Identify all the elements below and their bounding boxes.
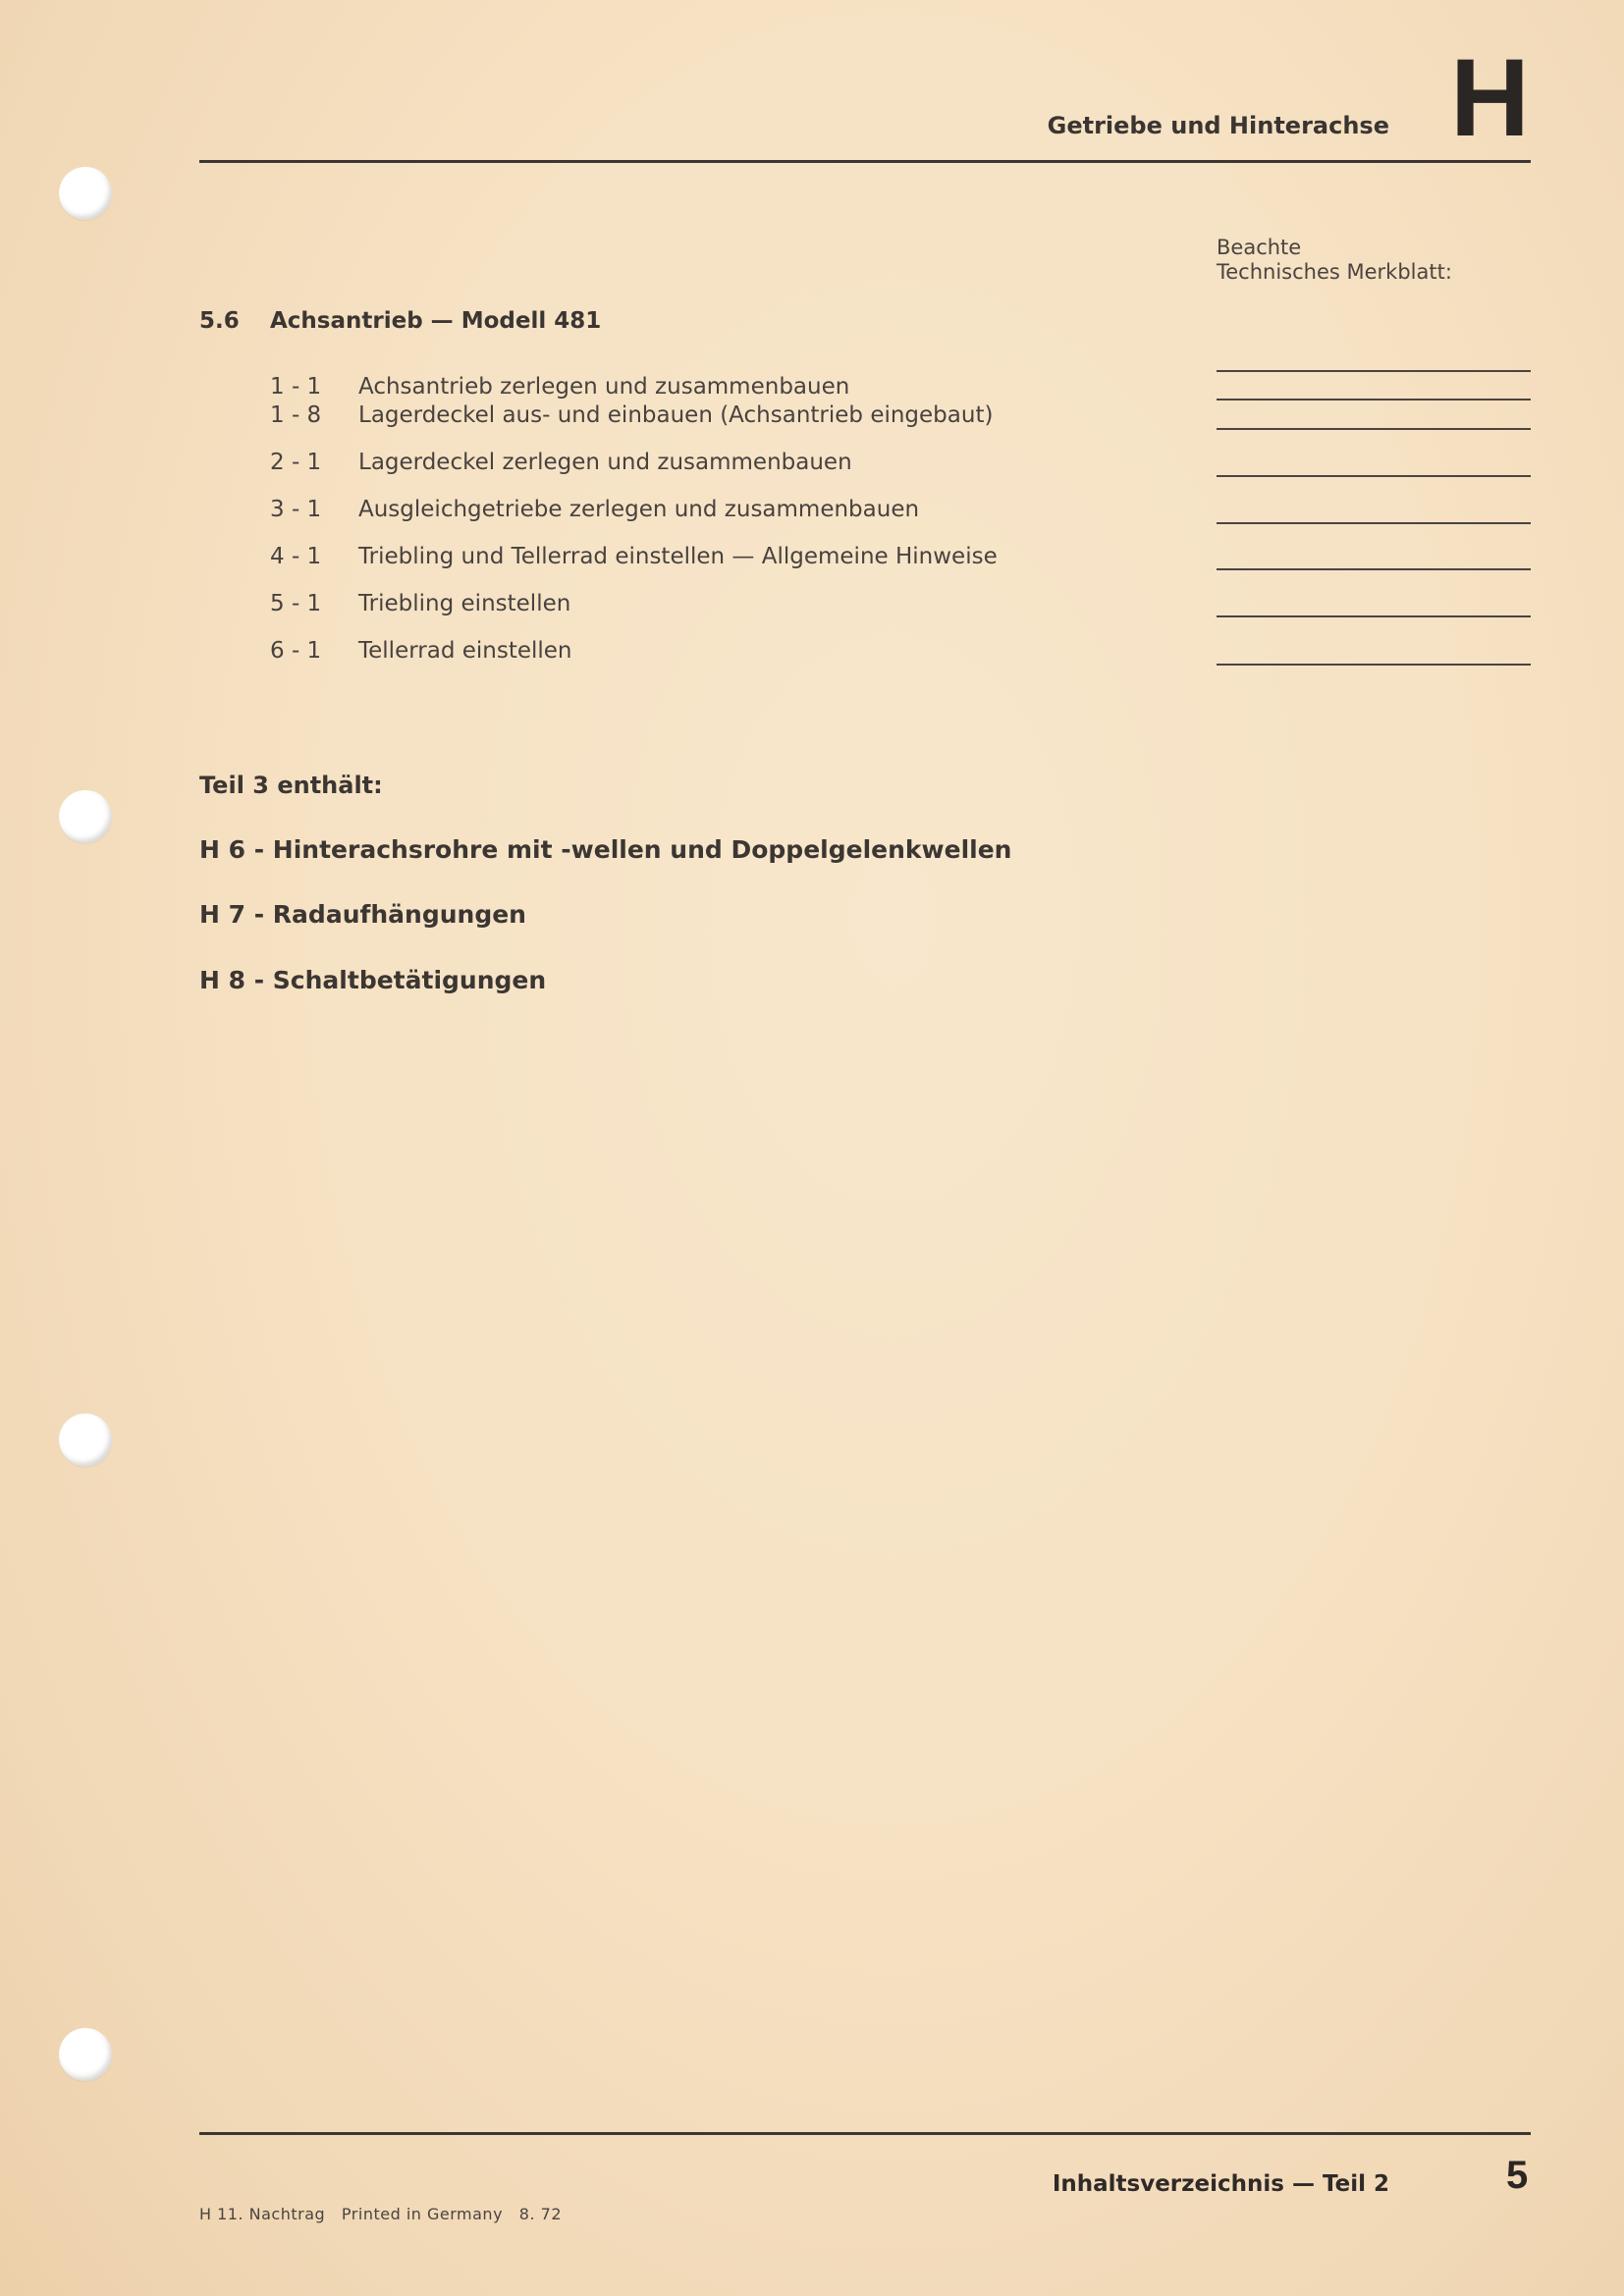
item-code: 1 - 8 [270, 402, 322, 428]
punch-hole [59, 790, 112, 843]
item-label: Achsantrieb zerlegen und zusammenbauen [358, 374, 850, 400]
blank-line [1217, 399, 1531, 400]
merkblatt-note [1217, 236, 1452, 285]
item-code: 1 - 1 [270, 374, 322, 400]
item-code: 3 - 1 [270, 497, 322, 522]
blank-line [1217, 615, 1531, 617]
section-title: Achsantrieb — Modell 481 [270, 308, 602, 334]
part-entry: H 6 - Hinterachsrohre mit -wellen und Doppelgelenkwellen [199, 835, 1012, 864]
teil3-heading: Teil 3 enthält: [199, 772, 383, 799]
punch-hole [59, 1414, 112, 1467]
blank-line [1217, 475, 1531, 477]
blank-line [1217, 428, 1531, 430]
item-code: 2 - 1 [270, 450, 322, 475]
header-rule [199, 160, 1531, 163]
item-code: 4 - 1 [270, 544, 322, 569]
footer-title: Inhaltsverzeichnis — Teil 2 [1052, 2171, 1389, 2197]
header-title: Getriebe und Hinterachse [1047, 112, 1389, 139]
item-label: Triebling einstellen [358, 591, 571, 616]
item-label: Triebling und Tellerrad einstellen — Allgemeine Hinweise [358, 544, 998, 569]
blank-line [1217, 664, 1531, 666]
note-line-2: Technisches Merkblatt: [1217, 260, 1452, 284]
footer-rule [199, 2132, 1531, 2135]
page-number: 5 [1506, 2154, 1529, 2197]
blank-line [1217, 568, 1531, 570]
item-label: Tellerrad einstellen [358, 638, 572, 664]
part-entry: H 7 - Radaufhängungen [199, 900, 526, 929]
item-code: 6 - 1 [270, 638, 322, 664]
note-line-1: Beachte [1217, 236, 1302, 259]
item-code: 5 - 1 [270, 591, 322, 616]
section-letter: H [1450, 36, 1530, 159]
punch-hole [59, 167, 112, 220]
section-number: 5.6 [199, 308, 240, 334]
item-label: Lagerdeckel zerlegen und zusammenbauen [358, 450, 852, 475]
item-label: Lagerdeckel aus- und einbauen (Achsantrieb eingebaut) [358, 402, 994, 428]
imprint: H 11. Nachtrag Printed in Germany 8. 72 [199, 2205, 562, 2223]
punch-hole [59, 2028, 112, 2081]
blank-line [1217, 522, 1531, 524]
blank-line [1217, 370, 1531, 372]
part-entry: H 8 - Schaltbetätigungen [199, 966, 547, 994]
item-label: Ausgleichgetriebe zerlegen und zusammenbauen [358, 497, 920, 522]
